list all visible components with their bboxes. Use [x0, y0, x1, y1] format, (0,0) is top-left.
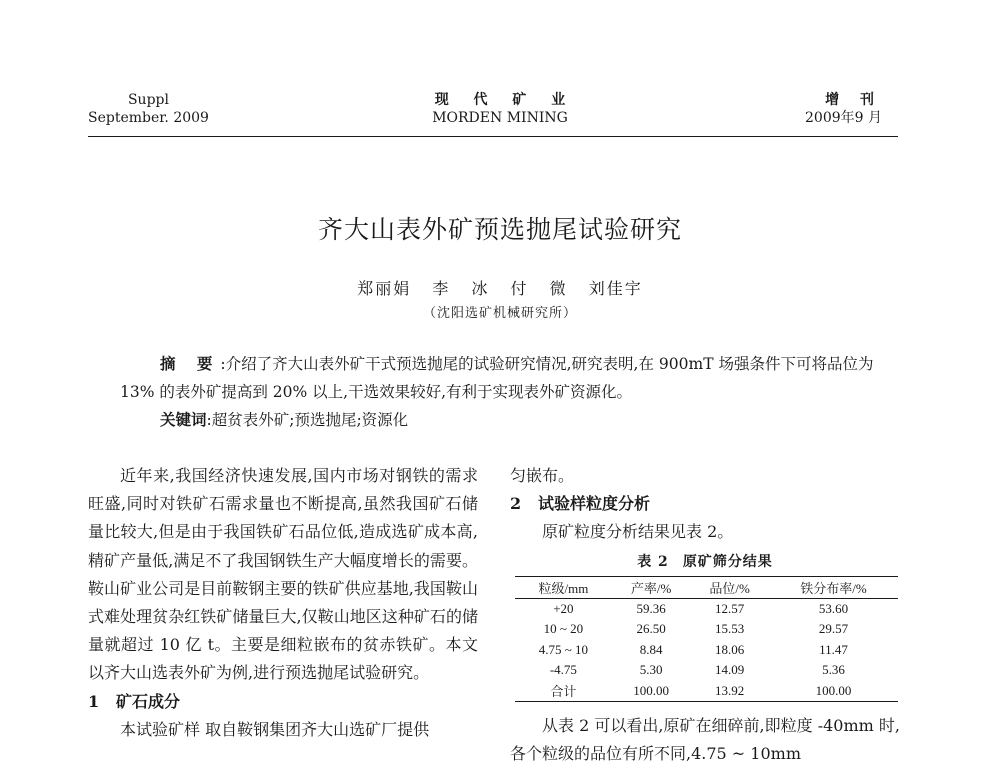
header-suppl: Suppl: [127, 92, 169, 108]
table-cell: 100.00: [633, 682, 669, 698]
table-header-row: [515, 577, 898, 599]
section-1-number: 1: [88, 691, 100, 711]
sieve-analysis-table: [515, 576, 898, 702]
intro-paragraph: 近年来,我国经济快速发展,国内市场对钢铁的需求旺盛,同时对铁矿石需求量也不断提高,虽然我国矿石储量比较大,但是由于我国铁矿石品位低,造成选矿成本高,精矿产量低,满足不了我国钢铁生产大幅度增长的需要。鞍山矿业公司是目前鞍钢主要的铁矿供应基地,我国鞍山式难处理贫杂红铁矿储量巨大,仅鞍山地区这种矿石的储量就超过 10 亿 t。主要是细粒嵌布的贫赤铁矿。本文以齐大山选表外矿为例,进行预选抛尾试验研究。: [88, 466, 478, 683]
header-left: [88, 91, 209, 127]
table-row: [515, 660, 898, 681]
table-cell: 53.60: [818, 600, 849, 616]
table-cell: 14.09: [715, 662, 745, 678]
table-cell: -4.75: [549, 662, 577, 678]
header-supplement-cn: 增 刊: [825, 92, 882, 108]
header-date-cn: 2009年9 月: [805, 110, 882, 126]
section-2-heading: [510, 490, 900, 518]
table-header-cell: 品位/%: [709, 580, 750, 596]
keywords: [160, 406, 408, 434]
table-header-cell: 粒级/mm: [538, 580, 589, 596]
table-total-row: [515, 681, 898, 702]
table-row: [515, 598, 898, 619]
table-cell: 11.47: [819, 641, 848, 657]
journal-name-en: MORDEN MINING: [432, 110, 568, 126]
keywords-label: 关键词: [160, 410, 207, 429]
table-cell: 18.06: [715, 641, 745, 657]
table-cell: 合计: [550, 684, 577, 700]
section-1-heading: [88, 688, 478, 716]
table-caption-text: 原矿筛分结果: [682, 554, 773, 570]
table-cell: 15.53: [715, 621, 745, 637]
header-date-en: September. 2009: [88, 110, 209, 126]
table-cell: 100.00: [815, 682, 852, 698]
section-2-paragraph: 原矿粒度分析结果见表 2。: [542, 522, 734, 542]
table-header-cell: 产率/%: [630, 580, 672, 596]
left-column: [88, 462, 478, 744]
table-cell: +20: [553, 600, 574, 616]
table-cell: 5.36: [822, 662, 845, 678]
header-right: [805, 91, 882, 127]
section-1-paragraph: 本试验矿样 取自鞍钢集团齐大山选矿厂提供: [120, 719, 430, 739]
right-column: [510, 462, 900, 547]
article-title: 齐大山表外矿预选抛尾试验研究: [317, 215, 682, 244]
table-caption: [510, 551, 900, 571]
table-cell: 4.75 ~ 10: [538, 641, 589, 657]
abstract: [120, 350, 890, 406]
keywords-text: :超贫表外矿;预选抛尾;资源化: [206, 411, 409, 429]
table-header-cell: 铁分布率/%: [800, 580, 867, 596]
table-row: [515, 640, 898, 661]
journal-name-cn: 现 代 矿 业: [434, 92, 576, 108]
table-cell: 13.92: [715, 682, 745, 698]
header-center: [380, 91, 620, 127]
section-2-title: 试验样粒度分析: [538, 494, 651, 514]
abstract-text: :介绍了齐大山表外矿干式预选抛尾的试验研究情况,研究表明,在 900mT 场强条件下可将品位为 13% 的表外矿提高到 20% 以上,干选效果较好,有利于实现表外矿资源化。: [120, 355, 874, 401]
table-cell: 5.30: [639, 662, 663, 678]
table-cell: 29.57: [818, 621, 849, 637]
table-cell: 10 ~ 20: [543, 621, 584, 637]
section-1-title: 矿石成分: [116, 691, 181, 711]
table-cell: 59.36: [636, 600, 666, 616]
continued-fragment: 匀嵌布。: [510, 466, 575, 485]
table-label: 表 2: [637, 554, 669, 570]
table-row: [515, 619, 898, 640]
abstract-label: 摘 要: [160, 354, 221, 373]
table-cell: 8.84: [639, 641, 663, 657]
header-rule: [88, 136, 898, 137]
table-discussion-paragraph: 从表 2 可以看出,原矿在细碎前,即粒度 -40mm 时,各个粒级的品位有所不同,4.75 ~ 10mm: [510, 716, 900, 764]
table-cell: 26.50: [636, 621, 666, 637]
section-2-number: 2: [510, 494, 522, 514]
article-affiliation: （沈阳选矿机械研究所）: [422, 306, 577, 321]
table-cell: 12.57: [715, 600, 745, 616]
article-authors: 郑丽娟 李 冰 付 微 刘佳宇: [357, 279, 643, 298]
